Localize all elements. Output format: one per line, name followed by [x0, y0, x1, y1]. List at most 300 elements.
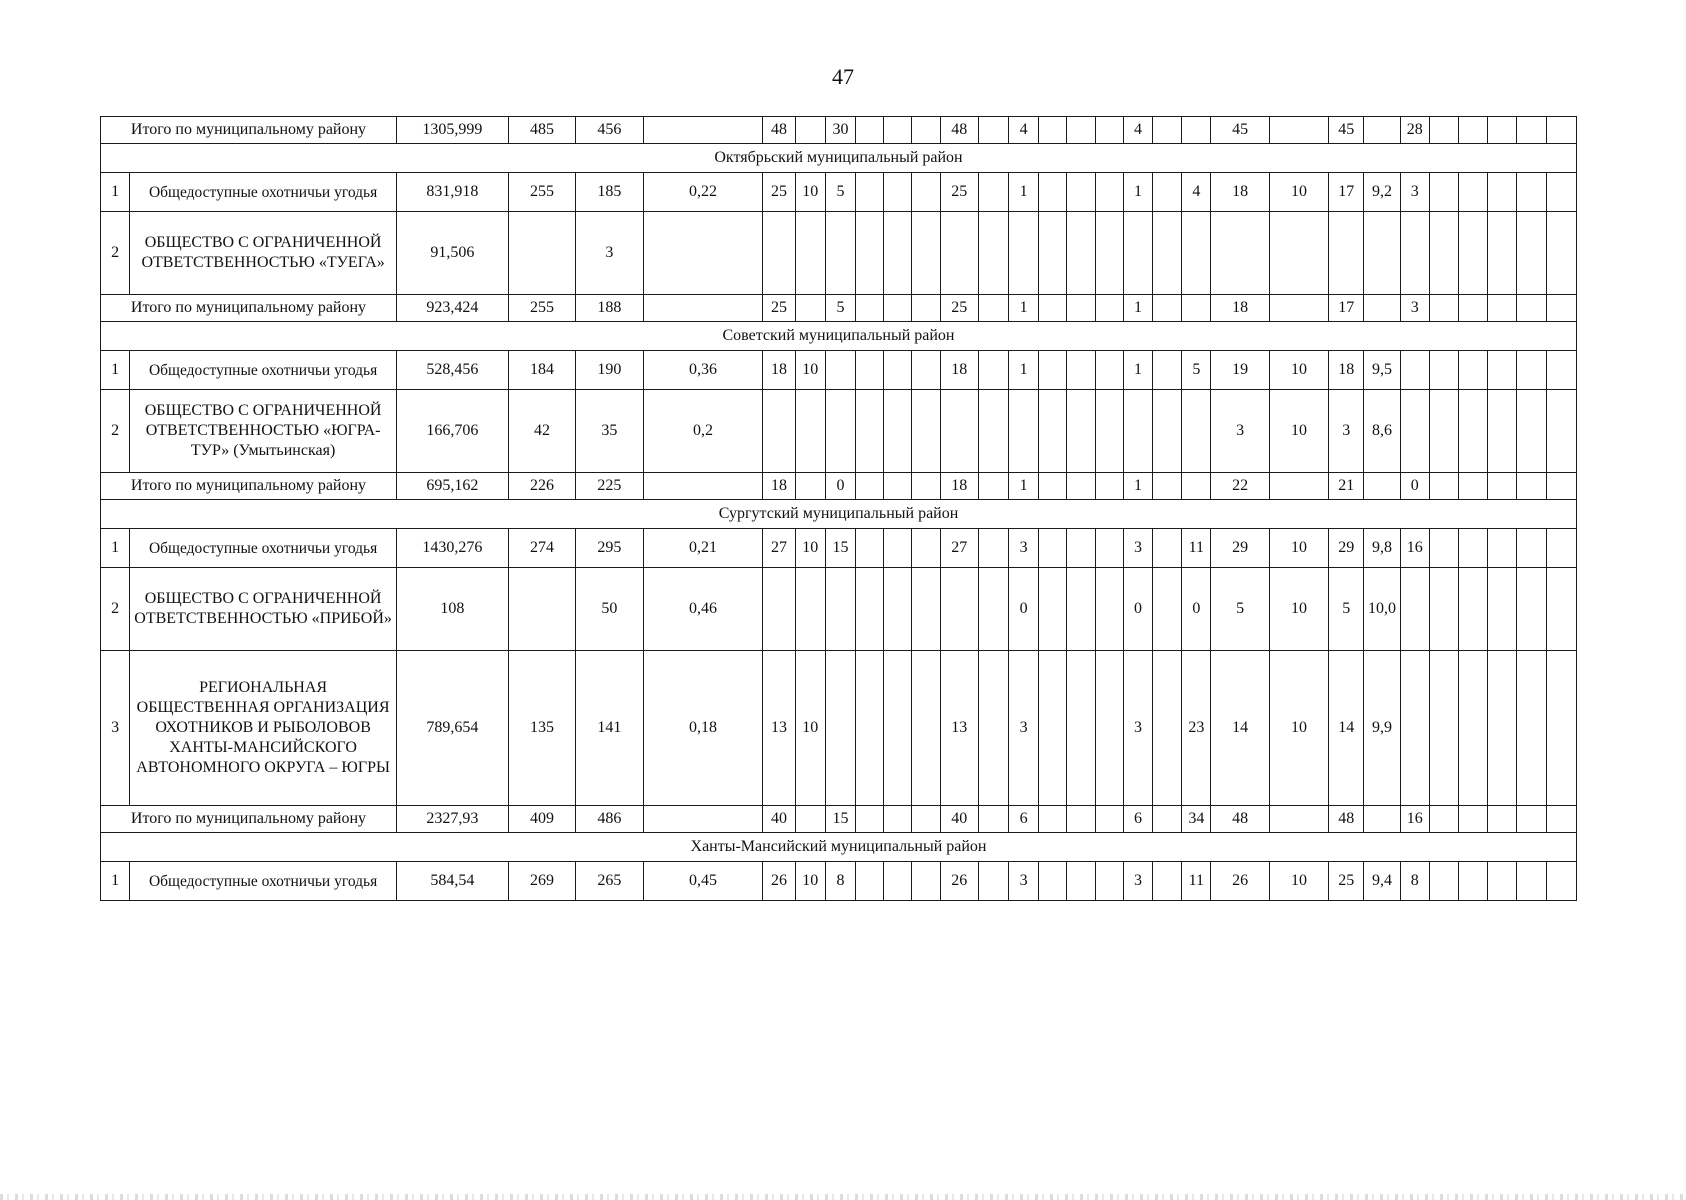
row-number: 2	[101, 568, 130, 651]
value-cell: 40	[763, 806, 795, 833]
value-cell	[1429, 862, 1458, 901]
value-cell	[856, 862, 884, 901]
value-cell	[1429, 568, 1458, 651]
value-cell	[1039, 473, 1067, 500]
value-cell: 3	[1009, 529, 1039, 568]
value-cell: 27	[940, 529, 978, 568]
row-number: 1	[101, 862, 130, 901]
value-cell	[1182, 117, 1211, 144]
value-cell	[1123, 390, 1152, 473]
value-cell	[856, 529, 884, 568]
value-cell: 0,45	[643, 862, 763, 901]
value-cell: 9,4	[1364, 862, 1400, 901]
value-cell: 14	[1329, 651, 1364, 806]
value-cell: 10	[795, 651, 825, 806]
value-cell	[1153, 651, 1182, 806]
value-cell: 18	[1211, 173, 1269, 212]
hunting-ground-name: ОБЩЕСТВО С ОГРАНИЧЕННОЙ ОТВЕТСТВЕННОСТЬЮ «ТУЕГА»	[130, 212, 397, 295]
value-cell	[1067, 473, 1095, 500]
value-cell	[978, 390, 1008, 473]
value-cell	[912, 390, 940, 473]
value-cell: 29	[1329, 529, 1364, 568]
row-number: 2	[101, 390, 130, 473]
value-cell: 21	[1329, 473, 1364, 500]
value-cell	[1095, 806, 1123, 833]
value-cell	[1211, 212, 1269, 295]
value-cell	[856, 568, 884, 651]
value-cell	[912, 295, 940, 322]
value-cell	[978, 351, 1008, 390]
value-cell: 3	[1329, 390, 1364, 473]
value-cell: 108	[397, 568, 509, 651]
value-cell	[1488, 351, 1517, 390]
scan-edge	[0, 1194, 1686, 1200]
hunting-ground-name: ОБЩЕСТВО С ОГРАНИЧЕННОЙ ОТВЕТСТВЕННОСТЬЮ «ЮГРА-ТУР» (Умытьинская)	[130, 390, 397, 473]
value-cell	[1517, 117, 1546, 144]
value-cell	[1488, 117, 1517, 144]
table-row-item	[101, 651, 1577, 806]
value-cell	[1039, 117, 1067, 144]
hunting-ground-name: Общедоступные охотничьи угодья	[130, 351, 397, 390]
value-cell	[1153, 806, 1182, 833]
value-cell	[1153, 529, 1182, 568]
value-cell	[1429, 529, 1458, 568]
value-cell	[884, 390, 912, 473]
value-cell	[884, 117, 912, 144]
value-cell: 25	[1329, 862, 1364, 901]
value-cell	[1182, 212, 1211, 295]
value-cell: 16	[1400, 806, 1429, 833]
value-cell	[1039, 806, 1067, 833]
value-cell: 0,46	[643, 568, 763, 651]
district-heading: Ханты-Мансийский муниципальный район	[101, 833, 1577, 862]
hunting-ground-name: ОБЩЕСТВО С ОГРАНИЧЕННОЙ ОТВЕТСТВЕННОСТЬЮ «ПРИБОЙ»	[130, 568, 397, 651]
value-cell	[1095, 117, 1123, 144]
value-cell	[1009, 390, 1039, 473]
value-cell: 18	[1329, 351, 1364, 390]
value-cell	[1488, 295, 1517, 322]
value-cell	[978, 295, 1008, 322]
value-cell	[795, 568, 825, 651]
value-cell	[1459, 390, 1488, 473]
value-cell: 3	[1123, 529, 1152, 568]
value-cell	[1364, 806, 1400, 833]
value-cell: 1	[1123, 351, 1152, 390]
value-cell	[1153, 568, 1182, 651]
table-row-section	[101, 144, 1577, 173]
value-cell	[1067, 173, 1095, 212]
value-cell	[1429, 117, 1458, 144]
value-cell	[1067, 351, 1095, 390]
value-cell	[1364, 212, 1400, 295]
value-cell: 18	[763, 473, 795, 500]
value-cell: 923,424	[397, 295, 509, 322]
table-row-item	[101, 390, 1577, 473]
value-cell	[1269, 295, 1328, 322]
value-cell	[1039, 173, 1067, 212]
value-cell	[1364, 295, 1400, 322]
value-cell: 25	[940, 173, 978, 212]
value-cell: 1305,999	[397, 117, 509, 144]
value-cell: 10	[795, 173, 825, 212]
value-cell: 10	[795, 351, 825, 390]
value-cell	[1488, 651, 1517, 806]
value-cell	[1095, 862, 1123, 901]
value-cell	[978, 117, 1008, 144]
value-cell	[1039, 862, 1067, 901]
value-cell: 0,22	[643, 173, 763, 212]
value-cell	[1039, 295, 1067, 322]
value-cell	[1459, 212, 1488, 295]
value-cell: 1	[1123, 173, 1152, 212]
value-cell: 29	[1211, 529, 1269, 568]
value-cell	[1459, 651, 1488, 806]
value-cell: 42	[508, 390, 575, 473]
value-cell	[1400, 390, 1429, 473]
value-cell	[508, 568, 575, 651]
row-number: 1	[101, 529, 130, 568]
value-cell	[884, 651, 912, 806]
value-cell	[1429, 212, 1458, 295]
value-cell	[884, 351, 912, 390]
value-cell: 3	[1400, 295, 1429, 322]
value-cell: 255	[508, 295, 575, 322]
value-cell: 185	[576, 173, 643, 212]
value-cell	[1459, 351, 1488, 390]
value-cell: 5	[1329, 568, 1364, 651]
value-cell	[978, 473, 1008, 500]
value-cell	[1429, 173, 1458, 212]
district-total-label: Итого по муниципальному району	[101, 473, 397, 500]
value-cell	[884, 295, 912, 322]
value-cell: 25	[763, 173, 795, 212]
value-cell	[912, 173, 940, 212]
value-cell	[1546, 529, 1576, 568]
table-row-item	[101, 212, 1577, 295]
value-cell: 11	[1182, 862, 1211, 901]
value-cell	[1095, 390, 1123, 473]
value-cell	[1095, 568, 1123, 651]
value-cell	[1009, 212, 1039, 295]
value-cell	[825, 651, 855, 806]
value-cell: 0	[1182, 568, 1211, 651]
value-cell	[1095, 295, 1123, 322]
value-cell	[1067, 568, 1095, 651]
value-cell	[1039, 651, 1067, 806]
value-cell: 18	[1211, 295, 1269, 322]
value-cell	[763, 212, 795, 295]
value-cell	[1153, 212, 1182, 295]
value-cell: 456	[576, 117, 643, 144]
value-cell	[795, 295, 825, 322]
value-cell	[795, 473, 825, 500]
value-cell	[1429, 351, 1458, 390]
value-cell	[763, 568, 795, 651]
value-cell	[940, 390, 978, 473]
value-cell: 188	[576, 295, 643, 322]
value-cell: 0,2	[643, 390, 763, 473]
value-cell	[1546, 351, 1576, 390]
value-cell: 831,918	[397, 173, 509, 212]
value-cell: 6	[1123, 806, 1152, 833]
value-cell	[1488, 212, 1517, 295]
value-cell: 255	[508, 173, 575, 212]
value-cell	[1429, 295, 1458, 322]
value-cell	[1488, 473, 1517, 500]
value-cell: 141	[576, 651, 643, 806]
value-cell	[884, 529, 912, 568]
value-cell	[825, 212, 855, 295]
value-cell: 5	[825, 295, 855, 322]
value-cell	[856, 473, 884, 500]
value-cell	[1067, 651, 1095, 806]
value-cell: 1	[1123, 473, 1152, 500]
value-cell: 26	[1211, 862, 1269, 901]
value-cell: 226	[508, 473, 575, 500]
value-cell	[1182, 295, 1211, 322]
hunting-quota-table	[100, 116, 1577, 901]
value-cell	[1459, 173, 1488, 212]
value-cell	[978, 862, 1008, 901]
value-cell	[1095, 651, 1123, 806]
value-cell: 4	[1009, 117, 1039, 144]
value-cell: 190	[576, 351, 643, 390]
value-cell	[1517, 295, 1546, 322]
value-cell	[1067, 529, 1095, 568]
value-cell	[884, 806, 912, 833]
value-cell	[856, 117, 884, 144]
value-cell	[1269, 806, 1328, 833]
value-cell	[978, 806, 1008, 833]
value-cell: 35	[576, 390, 643, 473]
value-cell	[643, 117, 763, 144]
value-cell	[1182, 390, 1211, 473]
value-cell	[978, 651, 1008, 806]
value-cell: 274	[508, 529, 575, 568]
value-cell	[1067, 390, 1095, 473]
value-cell	[795, 390, 825, 473]
hunting-ground-name: РЕГИОНАЛЬНАЯ ОБЩЕСТВЕННАЯ ОРГАНИЗАЦИЯ ОХОТНИКОВ И РЫБОЛОВОВ ХАНТЫ-МАНСИЙСКОГО АВТОНОМНОГО ОКРУГА – ЮГРЫ	[130, 651, 397, 806]
value-cell	[1269, 212, 1328, 295]
value-cell: 45	[1211, 117, 1269, 144]
value-cell: 15	[825, 529, 855, 568]
value-cell: 16	[1400, 529, 1429, 568]
value-cell	[1488, 806, 1517, 833]
district-total-label: Итого по муниципальному району	[101, 117, 397, 144]
value-cell	[1182, 473, 1211, 500]
value-cell: 13	[940, 651, 978, 806]
value-cell	[912, 117, 940, 144]
value-cell: 18	[940, 473, 978, 500]
value-cell: 1	[1009, 173, 1039, 212]
value-cell	[1429, 390, 1458, 473]
value-cell	[1429, 806, 1458, 833]
value-cell: 19	[1211, 351, 1269, 390]
value-cell	[1095, 473, 1123, 500]
value-cell	[1429, 473, 1458, 500]
value-cell: 8	[1400, 862, 1429, 901]
value-cell	[1067, 295, 1095, 322]
value-cell: 10	[795, 862, 825, 901]
value-cell: 48	[1329, 806, 1364, 833]
value-cell: 10	[1269, 568, 1328, 651]
value-cell	[1153, 862, 1182, 901]
value-cell: 409	[508, 806, 575, 833]
value-cell	[1517, 351, 1546, 390]
value-cell	[1039, 351, 1067, 390]
value-cell	[825, 351, 855, 390]
value-cell: 28	[1400, 117, 1429, 144]
value-cell	[912, 351, 940, 390]
row-number: 1	[101, 351, 130, 390]
value-cell: 45	[1329, 117, 1364, 144]
value-cell	[856, 651, 884, 806]
table-row-item	[101, 862, 1577, 901]
value-cell	[856, 173, 884, 212]
value-cell	[643, 473, 763, 500]
value-cell	[643, 212, 763, 295]
value-cell: 0,36	[643, 351, 763, 390]
value-cell: 9,8	[1364, 529, 1400, 568]
value-cell	[1095, 351, 1123, 390]
value-cell: 8,6	[1364, 390, 1400, 473]
value-cell	[1269, 473, 1328, 500]
table-row-item	[101, 351, 1577, 390]
value-cell	[856, 212, 884, 295]
value-cell	[1095, 212, 1123, 295]
value-cell	[1517, 390, 1546, 473]
value-cell: 10,0	[1364, 568, 1400, 651]
value-cell: 48	[1211, 806, 1269, 833]
value-cell	[1488, 529, 1517, 568]
value-cell	[884, 568, 912, 651]
value-cell	[1039, 529, 1067, 568]
value-cell	[1546, 806, 1576, 833]
value-cell	[643, 295, 763, 322]
value-cell: 25	[763, 295, 795, 322]
row-number: 1	[101, 173, 130, 212]
value-cell: 6	[1009, 806, 1039, 833]
value-cell: 5	[825, 173, 855, 212]
value-cell: 3	[1009, 862, 1039, 901]
value-cell: 8	[825, 862, 855, 901]
value-cell: 34	[1182, 806, 1211, 833]
value-cell: 26	[940, 862, 978, 901]
value-cell	[978, 212, 1008, 295]
value-cell: 4	[1182, 173, 1211, 212]
value-cell: 3	[1009, 651, 1039, 806]
value-cell	[1488, 862, 1517, 901]
value-cell	[1459, 473, 1488, 500]
value-cell	[1517, 473, 1546, 500]
value-cell	[1269, 117, 1328, 144]
hunting-ground-name: Общедоступные охотничьи угодья	[130, 173, 397, 212]
value-cell: 3	[1123, 651, 1152, 806]
value-cell	[1459, 862, 1488, 901]
value-cell	[1429, 651, 1458, 806]
value-cell	[1546, 390, 1576, 473]
value-cell	[884, 862, 912, 901]
value-cell	[1039, 568, 1067, 651]
table-row-item	[101, 173, 1577, 212]
value-cell: 25	[940, 295, 978, 322]
value-cell	[1067, 117, 1095, 144]
district-total-label: Итого по муниципальному району	[101, 295, 397, 322]
table-row-total	[101, 117, 1577, 144]
value-cell	[978, 173, 1008, 212]
value-cell	[1459, 295, 1488, 322]
value-cell	[1517, 212, 1546, 295]
value-cell	[825, 568, 855, 651]
value-cell	[1517, 651, 1546, 806]
value-cell: 9,5	[1364, 351, 1400, 390]
value-cell	[884, 173, 912, 212]
value-cell	[1517, 568, 1546, 651]
value-cell	[1400, 351, 1429, 390]
value-cell	[1153, 295, 1182, 322]
value-cell: 0,21	[643, 529, 763, 568]
value-cell: 18	[940, 351, 978, 390]
value-cell: 2327,93	[397, 806, 509, 833]
value-cell: 0	[1009, 568, 1039, 651]
table-row-section	[101, 500, 1577, 529]
value-cell	[884, 212, 912, 295]
value-cell	[940, 568, 978, 651]
value-cell	[1153, 117, 1182, 144]
value-cell: 3	[1400, 173, 1429, 212]
value-cell	[1039, 390, 1067, 473]
value-cell: 0,18	[643, 651, 763, 806]
value-cell	[912, 651, 940, 806]
value-cell	[1400, 568, 1429, 651]
value-cell: 0	[825, 473, 855, 500]
district-heading: Сургутский муниципальный район	[101, 500, 1577, 529]
value-cell: 14	[1211, 651, 1269, 806]
value-cell: 269	[508, 862, 575, 901]
district-total-label: Итого по муниципальному району	[101, 806, 397, 833]
value-cell: 13	[763, 651, 795, 806]
value-cell: 17	[1329, 173, 1364, 212]
value-cell	[1095, 173, 1123, 212]
value-cell: 10	[1269, 651, 1328, 806]
value-cell	[1517, 529, 1546, 568]
value-cell	[912, 529, 940, 568]
value-cell: 1	[1009, 295, 1039, 322]
hunting-ground-name: Общедоступные охотничьи угодья	[130, 529, 397, 568]
value-cell	[912, 212, 940, 295]
value-cell: 0	[1400, 473, 1429, 500]
value-cell	[1546, 117, 1576, 144]
value-cell: 1	[1123, 295, 1152, 322]
value-cell: 1	[1009, 351, 1039, 390]
value-cell: 10	[795, 529, 825, 568]
value-cell	[1546, 568, 1576, 651]
value-cell	[1153, 351, 1182, 390]
value-cell	[1400, 651, 1429, 806]
value-cell	[912, 473, 940, 500]
row-number: 3	[101, 651, 130, 806]
value-cell: 135	[508, 651, 575, 806]
value-cell	[1364, 117, 1400, 144]
value-cell	[1067, 806, 1095, 833]
value-cell: 3	[1123, 862, 1152, 901]
value-cell	[1459, 568, 1488, 651]
value-cell: 584,54	[397, 862, 509, 901]
table-row-total	[101, 295, 1577, 322]
value-cell	[1546, 173, 1576, 212]
page-number: 47	[832, 64, 854, 89]
value-cell: 4	[1123, 117, 1152, 144]
